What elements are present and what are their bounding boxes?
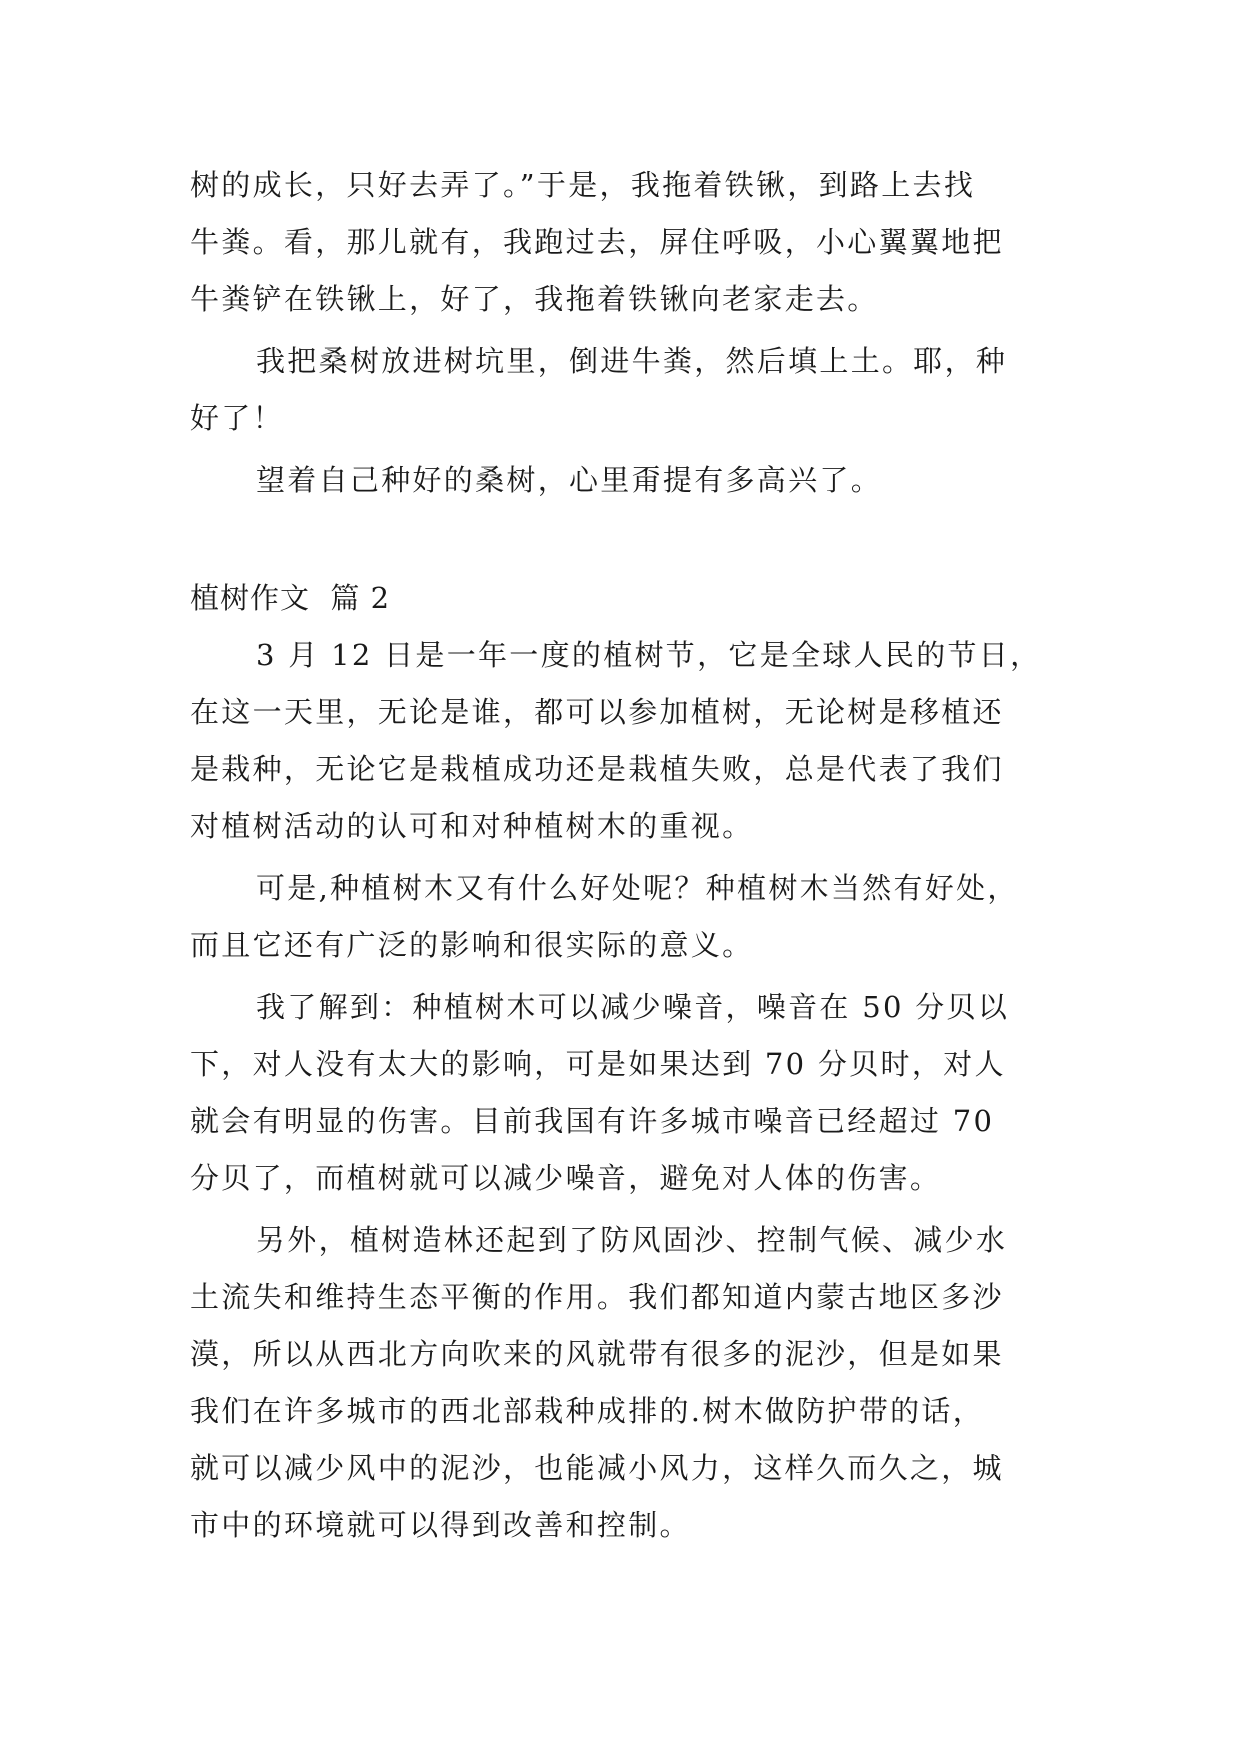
text-line: 3 月 12 日是一年一度的植树节，它是全球人民的节日， [256, 638, 1042, 672]
paragraph [190, 157, 1060, 328]
text-line: 牛粪。看，那儿就有，我跑过去，屏住呼吸，小心翼翼地把 [190, 225, 1004, 259]
paragraph [190, 1212, 1060, 1554]
text-line: 可是,种植树木又有什么好处呢？种植树木当然有好处， [256, 871, 1019, 905]
text-line: 望着自己种好的桑树，心里甭提有多高兴了。 [256, 463, 883, 497]
text-line: 好了！ [190, 401, 284, 435]
text-line: 土流失和维持生态平衡的作用。我们都知道内蒙古地区多沙 [190, 1280, 1004, 1314]
text-line: 而且它还有广泛的影响和很实际的意义。 [190, 928, 754, 962]
text-line: 我把桑树放进树坑里，倒进牛粪，然后填上土。耶，种 [256, 344, 1008, 378]
section-heading-text: 植树作文 篇 2 [190, 581, 391, 615]
text-line: 就可以减少风中的泥沙，也能减小风力，这样久而久之，城 [190, 1451, 1004, 1485]
paragraph [190, 979, 1060, 1207]
paragraph [190, 333, 1060, 447]
text-line: 我们在许多城市的西北部栽种成排的.树木做防护带的话， [190, 1394, 985, 1428]
paragraph [190, 860, 1060, 974]
text-line: 是栽种，无论它是栽植成功还是栽植失败，总是代表了我们 [190, 752, 1004, 786]
text-line: 下，对人没有太大的影响，可是如果达到 70 分贝时，对人 [190, 1047, 1006, 1081]
text-line: 市中的环境就可以得到改善和控制。 [190, 1508, 691, 1542]
text-line: 树的成长，只好去弄了。”于是，我拖着铁锹，到路上去找 [190, 168, 976, 202]
text-line: 我了解到：种植树木可以减少噪音，噪音在 50 分贝以 [256, 990, 1010, 1024]
document-body [190, 157, 1060, 1554]
text-line: 对植树活动的认可和对种植树木的重视。 [190, 809, 754, 843]
paragraph [190, 627, 1060, 855]
text-line: 漠，所以从西北方向吹来的风就带有很多的泥沙，但是如果 [190, 1337, 1004, 1371]
text-line: 在这一天里，无论是谁，都可以参加植树，无论树是移植还 [190, 695, 1004, 729]
text-line: 分贝了，而植树就可以减少噪音，避免对人体的伤害。 [190, 1161, 942, 1195]
text-line: 牛粪铲在铁锹上，好了，我拖着铁锹向老家走去。 [190, 282, 879, 316]
section-heading [190, 570, 1060, 627]
paragraph [190, 452, 1060, 509]
text-line: 就会有明显的伤害。目前我国有许多城市噪音已经超过 70 [190, 1104, 995, 1138]
text-line: 另外，植树造林还起到了防风固沙、控制气候、减少水 [256, 1223, 1008, 1257]
